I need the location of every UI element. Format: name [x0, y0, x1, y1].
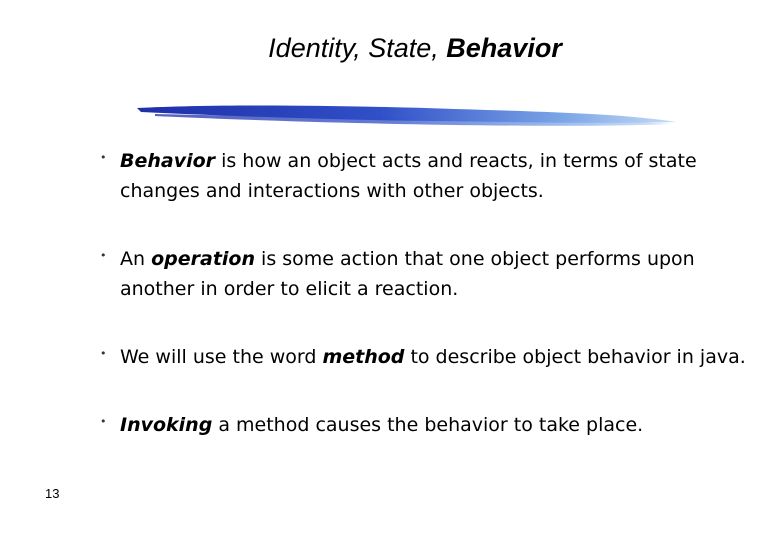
bullet-marker: •: [100, 415, 107, 428]
bullet-prefix: An: [120, 248, 152, 270]
bullet-emphasis: method: [322, 346, 405, 368]
bullet-item: [100, 146, 760, 206]
bullet-item: [100, 342, 760, 372]
bullet-text: to describe object behavior in java.: [404, 346, 746, 368]
bullet-marker: •: [100, 347, 107, 360]
bullet-text: is how an object acts and reacts, in terms of state changes and interactions with other objects.: [120, 150, 697, 202]
bullet-marker: •: [100, 151, 107, 164]
slide-title: [0, 30, 780, 66]
bullet-prefix: We will use the word: [120, 346, 323, 368]
bullet-marker: •: [100, 249, 107, 262]
bullet-emphasis: Invoking: [120, 414, 213, 436]
bullet-emphasis: Behavior: [120, 150, 216, 172]
bullet-text: is some action that one object performs upon another in order to elicit a reaction.: [120, 248, 695, 300]
bullet-list: [100, 146, 760, 478]
bullet-emphasis: operation: [151, 248, 255, 270]
page-number: 13: [45, 486, 60, 501]
bullet-item: [100, 244, 760, 304]
title-italic-part: Identity, State,: [268, 33, 447, 63]
bullet-item: [100, 410, 760, 440]
bullet-text: a method causes the behavior to take place.: [212, 414, 644, 436]
title-bold-part: Behavior: [446, 33, 562, 63]
title-underline-brush-stroke: [135, 100, 680, 132]
